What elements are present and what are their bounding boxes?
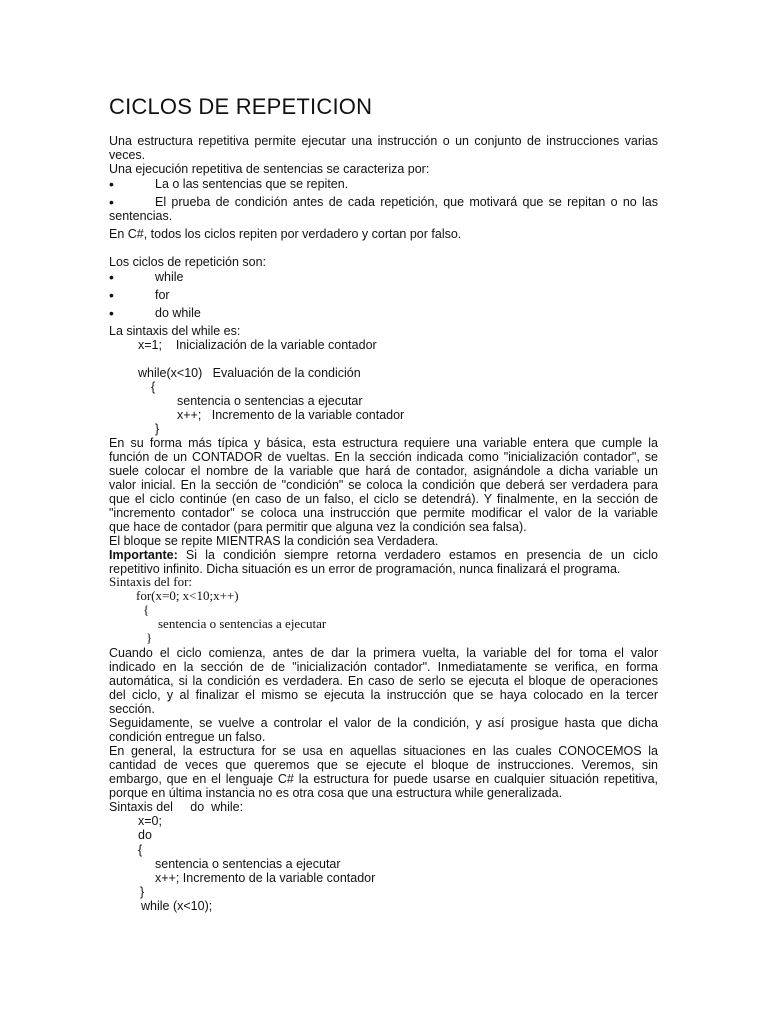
for-syntax-heading: Sintaxis del for: [109,574,193,589]
dowhile-code-line: { [138,843,143,857]
bullet-dot [109,270,114,285]
page-title: CICLOS DE REPETICION [109,94,373,119]
general-line: cantidad de veces que queremos que se ejecute el bloque de instrucciones. Veremos, sin [109,758,658,772]
while-explanation-line: "incremento contador" se coloca una instrucción que permite modificar el valor de la variable [109,506,658,520]
while-code-line: } [155,422,160,436]
seguidamente-line-1: Seguidamente, se vuelve a controlar el valor de la condición, y así prosigue hasta que dicha [109,716,658,730]
while-code-line: x++; Incremento de la variable contador [177,408,405,422]
bullet-item-2-line-1: El prueba de condición antes de cada repetición, que motivará que se repitan o no las [155,195,658,209]
seguidamente-line-2: condición entregue un falso. [109,730,266,744]
bullet-dot [109,288,114,303]
bullet-item-2-line-2: sentencias. [109,209,173,223]
while-explanation-line: valor inicial. En la sección de "condición" se coloca la condición que deberá ser verdadera para [109,478,658,492]
dowhile-syntax-heading: Sintaxis del do while: [109,800,244,814]
for-explanation-end: sección. [109,702,155,716]
for-code-line: sentencia o sentencias a ejecutar [158,616,327,631]
important-text: Si la condición siempre retorna verdadero estamos en presencia de un ciclo [177,548,658,562]
while-code-line: x=1; Inicialización de la variable contador [138,338,377,352]
while-explanation-line: En su forma más típica y básica, esta estructura requiere una variable entera que cumple la [109,436,658,450]
loop-item-for: for [155,288,170,302]
dowhile-code-line: x=0; [138,814,162,828]
intro-line-2: veces. [109,148,146,162]
dowhile-code-line: sentencia o sentencias a ejecutar [155,857,341,871]
while-explanation-line: que hace de contador (para permitir que alguna vez la condición sea falsa). [109,520,527,534]
loop-item-do-while: do while [155,306,201,320]
while-explanation-line: que el ciclo continúe (en caso de un falso, el ciclo se detendrá). Y finalmente, en la sección de [109,492,658,506]
for-explanation-line: automática, si la condición es verdadera. En caso de serlo se ejecuta el bloque de operaciones [109,674,658,688]
dowhile-code-line: } [140,885,145,899]
important-line-1 [109,548,658,562]
for-explanation-line: indicado en la sección de de "inicialización contador". Inmediatamente se verifica, en forma [109,660,658,674]
general-line: En general, la estructura for se usa en aquellas situaciones en las cuales CONOCEMOS la [109,744,658,758]
dowhile-code-line: while (x<10); [141,899,213,913]
loops-heading: Los ciclos de repetición son: [109,255,267,269]
bullet-dot [109,177,114,192]
while-explanation-line: suele colocar el nombre de la variable que hará de contador, asignándole a dicha variable un [109,464,658,478]
important-line-2: repetitivo infinito. Dicha situación es un error de programación, nunca finalizará el programa. [109,562,621,576]
for-code-line: } [146,630,153,645]
dowhile-code-line: do [138,828,152,842]
general-line: embargo, que en el lenguaje C# la estructura for puede usarse en cualquier situación repetitiva, [109,772,658,786]
mientras-line: El bloque se repite MIENTRAS la condición sea Verdadera. [109,534,439,548]
bullet-dot [109,306,114,321]
while-syntax-heading: La sintaxis del while es: [109,324,241,338]
important-label: Importante: [109,548,178,562]
bullet-dot [109,195,114,210]
for-code-line: for(x=0; x<10;x++) [136,588,239,603]
for-explanation-line: Cuando el ciclo comienza, antes de dar la primera vuelta, la variable del for toma el valor [109,646,658,660]
dowhile-code-line: x++; Incremento de la variable contador [155,871,376,885]
for-explanation-line: del ciclo, y al finalizar el mismo se ejecuta la instrucción que se haya colocado en la tercer [109,688,658,702]
intro-line-1: Una estructura repetitiva permite ejecutar una instrucción o un conjunto de instrucciones varias [109,134,658,148]
loop-item-while: while [155,270,184,284]
bullet-item-1: La o las sentencias que se repiten. [155,177,349,191]
while-explanation-line: función de un CONTADOR de vueltas. En la sección indicada como "inicialización contador", se [109,450,658,464]
for-code-line: { [143,602,150,617]
while-code-line: while(x<10) Evaluación de la condición [138,366,361,380]
general-line-end: porque en última instancia no es otra cosa que una estructura while generalizada. [109,786,563,800]
while-code-line: sentencia o sentencias a ejecutar [177,394,363,408]
intro-line-4: En C#, todos los ciclos repiten por verdadero y cortan por falso. [109,227,462,241]
while-code-line: { [151,380,156,394]
intro-line-3: Una ejecución repetitiva de sentencias se caracteriza por: [109,162,430,176]
